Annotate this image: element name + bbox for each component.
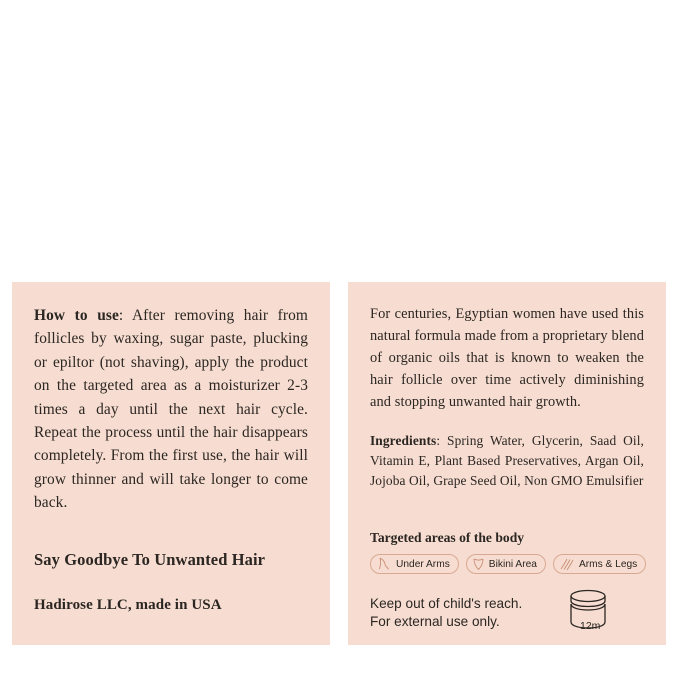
ingredients-text: : Spring Water, Glycerin, Saad Oil, Vitamin E, Plant Based Preservatives, Argan Oil, Jojoba Oil, Grape Seed Oil, Non GMO Emulsifier	[370, 433, 644, 489]
badge-bikini-area	[466, 554, 546, 574]
badge-label: Bikini Area	[488, 558, 537, 570]
badge-under-arms	[370, 554, 459, 574]
bikini-area-icon	[472, 557, 485, 571]
arms-legs-icon	[559, 557, 575, 571]
how-to-use-paragraph	[34, 304, 308, 515]
left-label-panel	[12, 282, 330, 645]
how-to-use-text: : After removing hair from follicles by waxing, sugar paste, plucking or epiltor (not shaving), apply the product on the targeted area as a moisturizer 2-3 times a day until the next hair cycle. Repeat the process until the hair disappears completely. From the first use, the hair will grow thinner and will take longer to come back.	[34, 307, 308, 512]
targeted-areas-badges	[370, 554, 646, 574]
right-label-panel	[348, 282, 666, 645]
badge-arms-legs	[553, 554, 646, 574]
company-line: Hadirose LLC, made in USA	[34, 597, 222, 613]
how-to-use-heading: How to use	[34, 307, 119, 324]
under-arms-icon	[376, 557, 392, 571]
warning-line-1: Keep out of child's reach.	[370, 596, 523, 611]
ingredients-paragraph	[370, 431, 644, 490]
warning-line-2: For external use only.	[370, 613, 500, 629]
targeted-areas-heading: Targeted areas of the body	[370, 530, 525, 545]
badge-label: Arms & Legs	[578, 558, 638, 570]
warning-text	[370, 595, 522, 631]
badge-label: Under Arms	[396, 558, 450, 570]
ingredients-heading: Ingredients	[370, 433, 437, 449]
pao-label: 12m	[580, 620, 601, 632]
tagline: Say Goodbye To Unwanted Hair	[34, 550, 266, 569]
intro-paragraph: For centuries, Egyptian women have used this natural formula made from a proprietary blend of organic oils that is known to weaken the hair follicle over time actively diminishing and stopping unwanted hair growth.	[370, 306, 644, 410]
